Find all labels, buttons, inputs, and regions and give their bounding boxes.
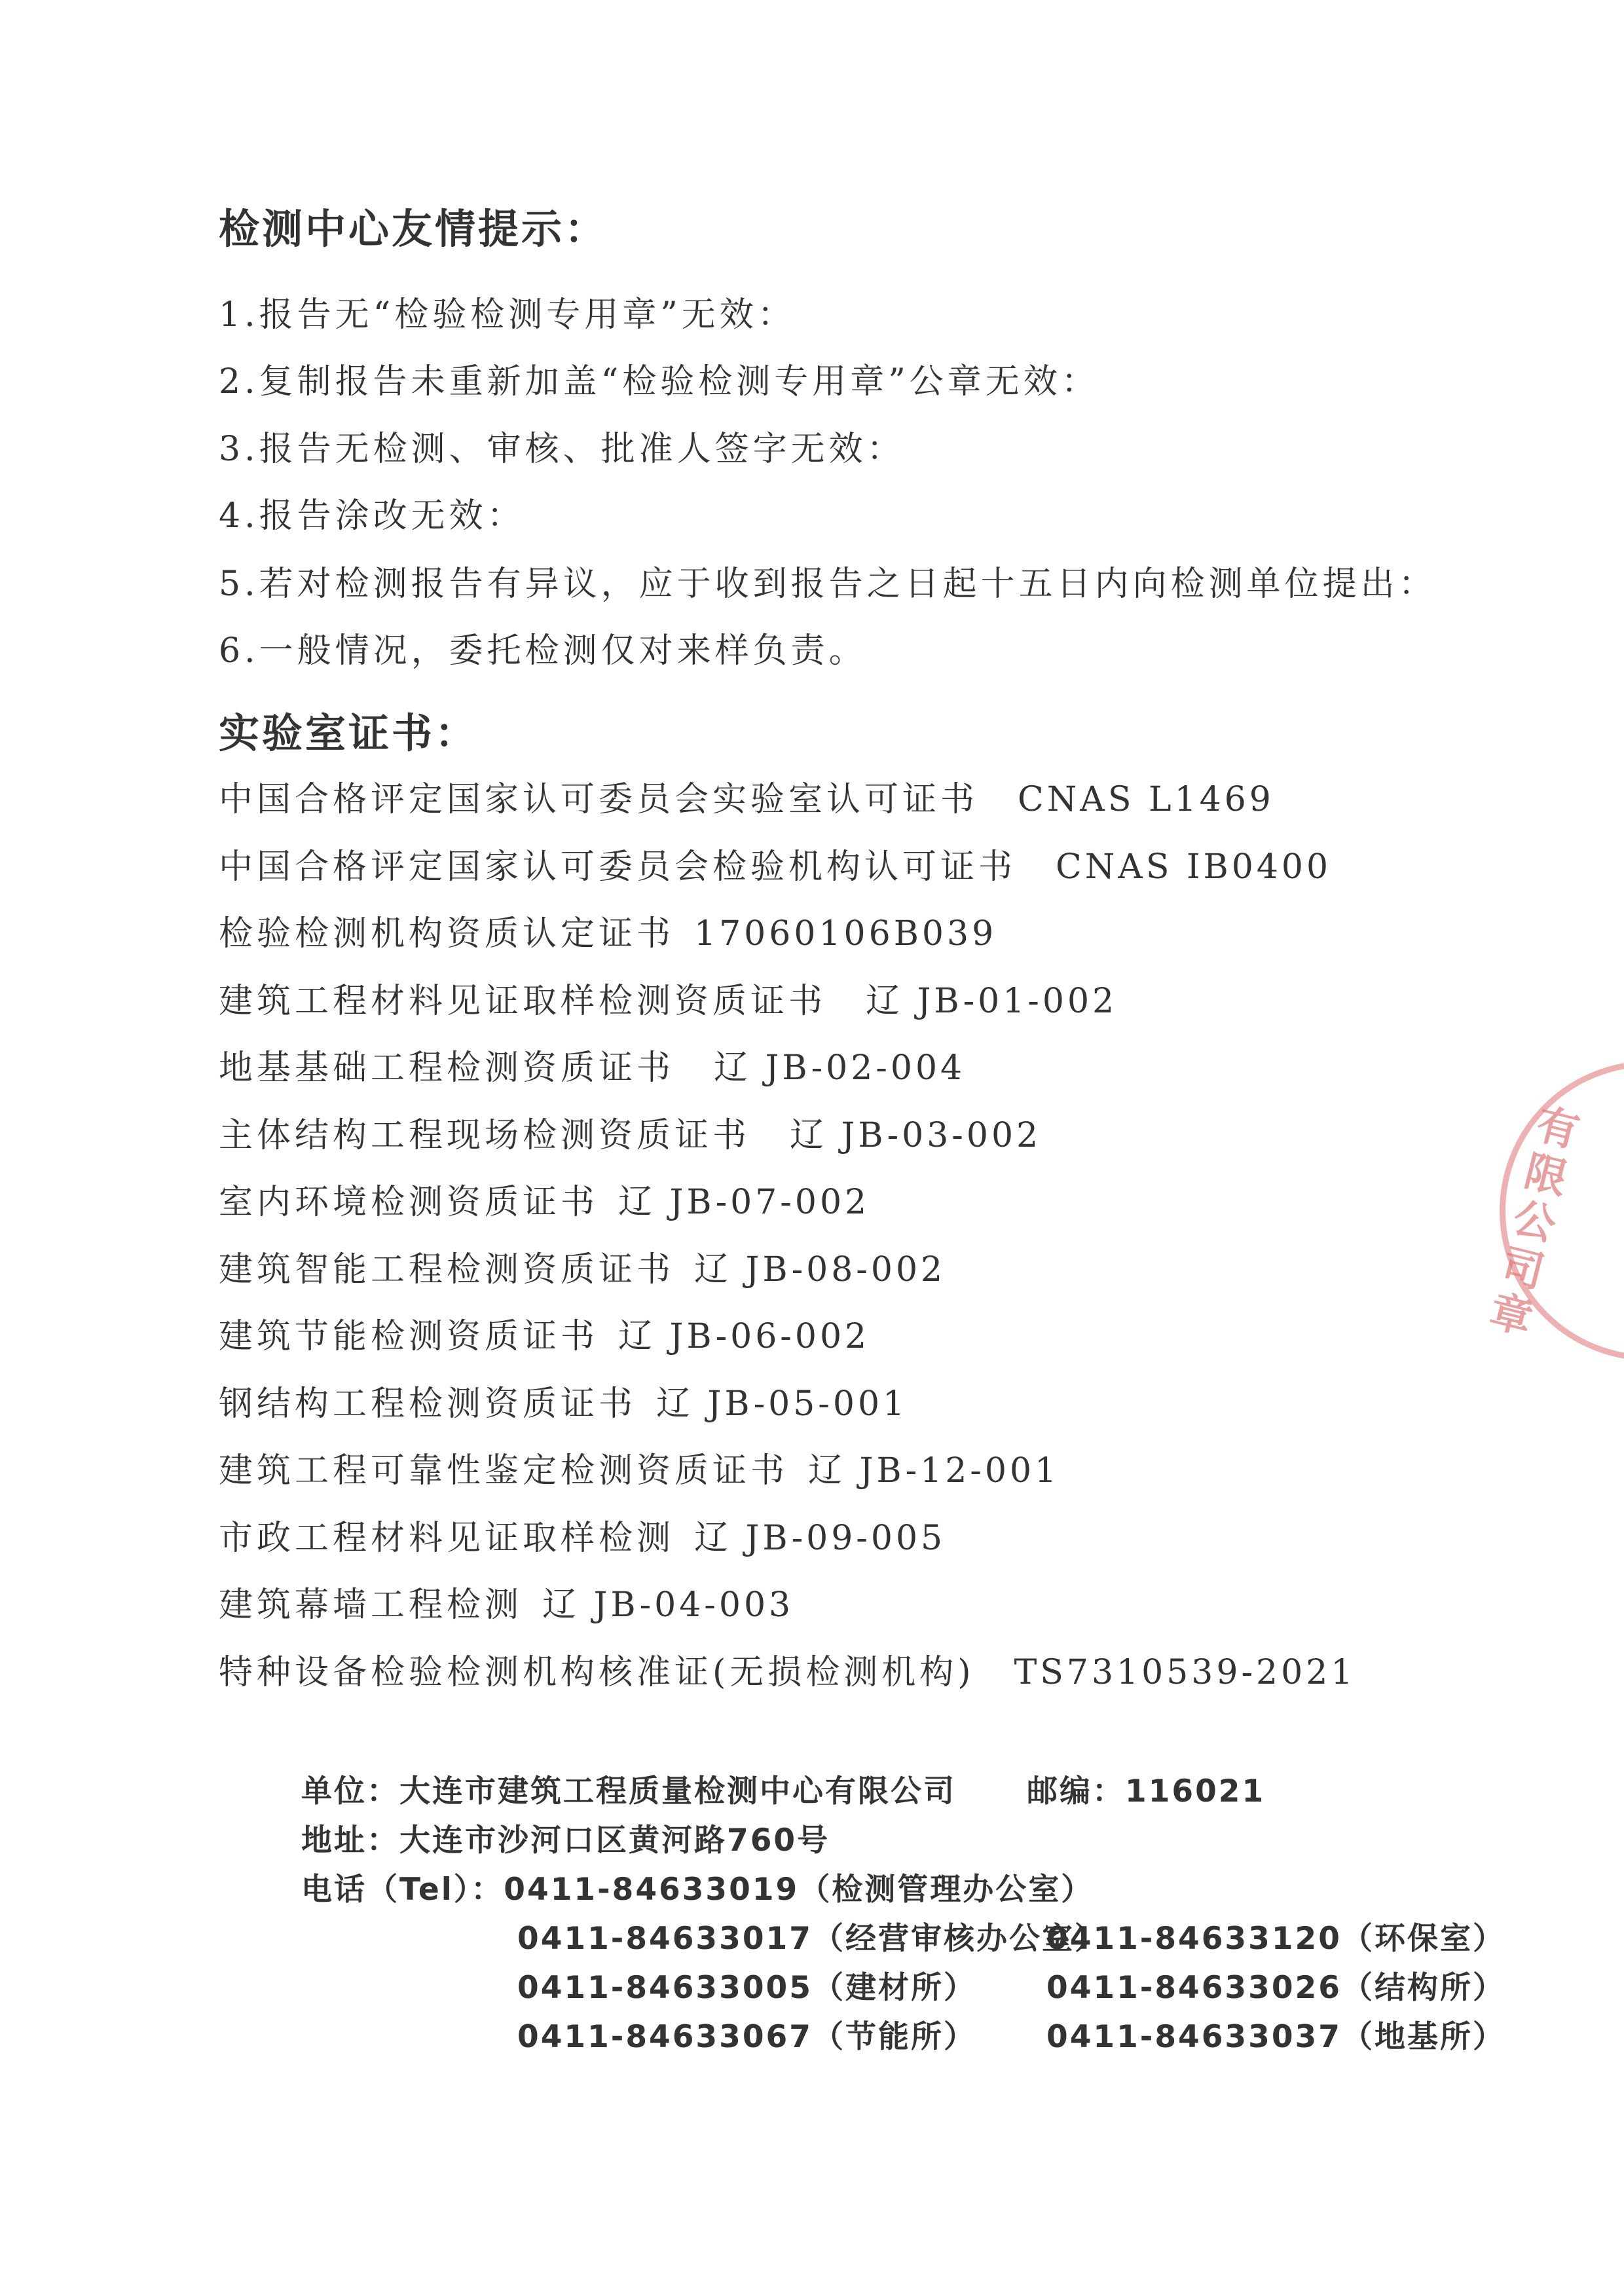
cert-name: 建筑幕墙工程检测 [219,1585,523,1625]
cert-item [219,1116,1042,1155]
cert-code: 辽 JB-06-002 [618,1317,870,1356]
cert-code: 辽 JB-12-001 [808,1451,1060,1491]
cert-name: 特种设备检验检测机构核准证(无损检测机构) [219,1653,975,1692]
cert-code: 辽 JB-05-001 [656,1384,908,1424]
phone-line: 0411-84633120（环保室） [1046,1921,1505,1957]
cert-name: 地基基础工程检测资质证书 [219,1048,675,1088]
cert-name: 主体结构工程现场检测资质证书 [219,1116,751,1155]
seal-text: 有 限 公 司 章 [1485,1100,1584,1344]
cert-code: TS7310539-2021 [1014,1653,1356,1692]
phone-line: 0411-84633067（节能所） [517,2019,976,2055]
cert-name: 室内环境检测资质证书 [219,1183,599,1222]
cert-item [219,1653,1356,1692]
cert-code: 辽 JB-01-002 [866,982,1118,1021]
phone-line: 0411-84633017（经营审核办公室） [517,1921,1107,1957]
cert-name: 建筑智能工程检测资质证书 [219,1250,675,1289]
cert-code: CNAS IB0400 [1056,847,1332,887]
cert-code: 17060106B039 [694,914,997,954]
cert-item [219,982,1118,1021]
cert-name: 检验检测机构资质认定证书 [219,914,675,954]
cert-name: 中国合格评定国家认可委员会检验机构认可证书 [219,847,1017,887]
cert-code: 辽 JB-07-002 [618,1183,870,1222]
cert-code: 辽 JB-02-004 [714,1048,966,1088]
cert-code: 辽 JB-08-002 [694,1250,946,1289]
tip-item: 3.报告无检测、审核、批准人签字无效： [219,430,905,469]
cert-item [219,1384,908,1424]
cert-code: 辽 JB-03-002 [790,1116,1042,1155]
tip-item: 6.一般情况，委托检测仅对来样负责。 [219,631,867,671]
cert-name: 钢结构工程检测资质证书 [219,1384,637,1424]
cert-code: 辽 JB-09-005 [694,1519,946,1558]
tip-item: 5.若对检测报告有异议，应于收到报告之日起十五日内向检测单位提出： [219,565,1437,604]
tip-item: 1.报告无“检验检测专用章”无效： [219,295,796,335]
unit-line: 单位：大连市建筑工程质量检测中心有限公司 [301,1773,956,1809]
postcode-line: 邮编：116021 [1027,1773,1266,1809]
cert-item [219,1451,1060,1491]
tip-item: 2.复制报告未重新加盖“检验检测专用章”公章无效： [219,362,1099,401]
phone-main: 电话（Tel）：0411-84633019（检测管理办公室） [301,1872,1094,1908]
cert-item [219,914,997,954]
cert-name: 建筑工程可靠性鉴定检测资质证书 [219,1451,789,1491]
cert-item [219,1317,870,1356]
cert-name: 建筑工程材料见证取样检测资质证书 [219,982,827,1021]
cert-item [219,1250,946,1289]
cert-name: 市政工程材料见证取样检测 [219,1519,675,1558]
cert-name: 建筑节能检测资质证书 [219,1317,599,1356]
phone-line: 0411-84633026（结构所） [1046,1970,1505,2006]
cert-item [219,1585,794,1625]
certs-heading: 实验室证书： [219,709,479,757]
cert-code: CNAS L1469 [1018,780,1274,819]
address-line: 地址：大连市沙河口区黄河路760号 [301,1823,830,1859]
cert-item [219,1519,946,1558]
cert-item [219,780,1274,819]
cert-code: 辽 JB-04-003 [542,1585,794,1625]
tips-heading: 检测中心友情提示： [219,205,608,253]
cert-name: 中国合格评定国家认可委员会实验室认可证书 [219,780,979,819]
cert-item [219,847,1332,887]
cert-item [219,1183,870,1222]
phone-line: 0411-84633037（地基所） [1046,2019,1505,2055]
phone-line: 0411-84633005（建材所） [517,1970,976,2006]
cert-item [219,1048,966,1088]
tip-item: 4.报告涂改无效： [219,496,525,536]
